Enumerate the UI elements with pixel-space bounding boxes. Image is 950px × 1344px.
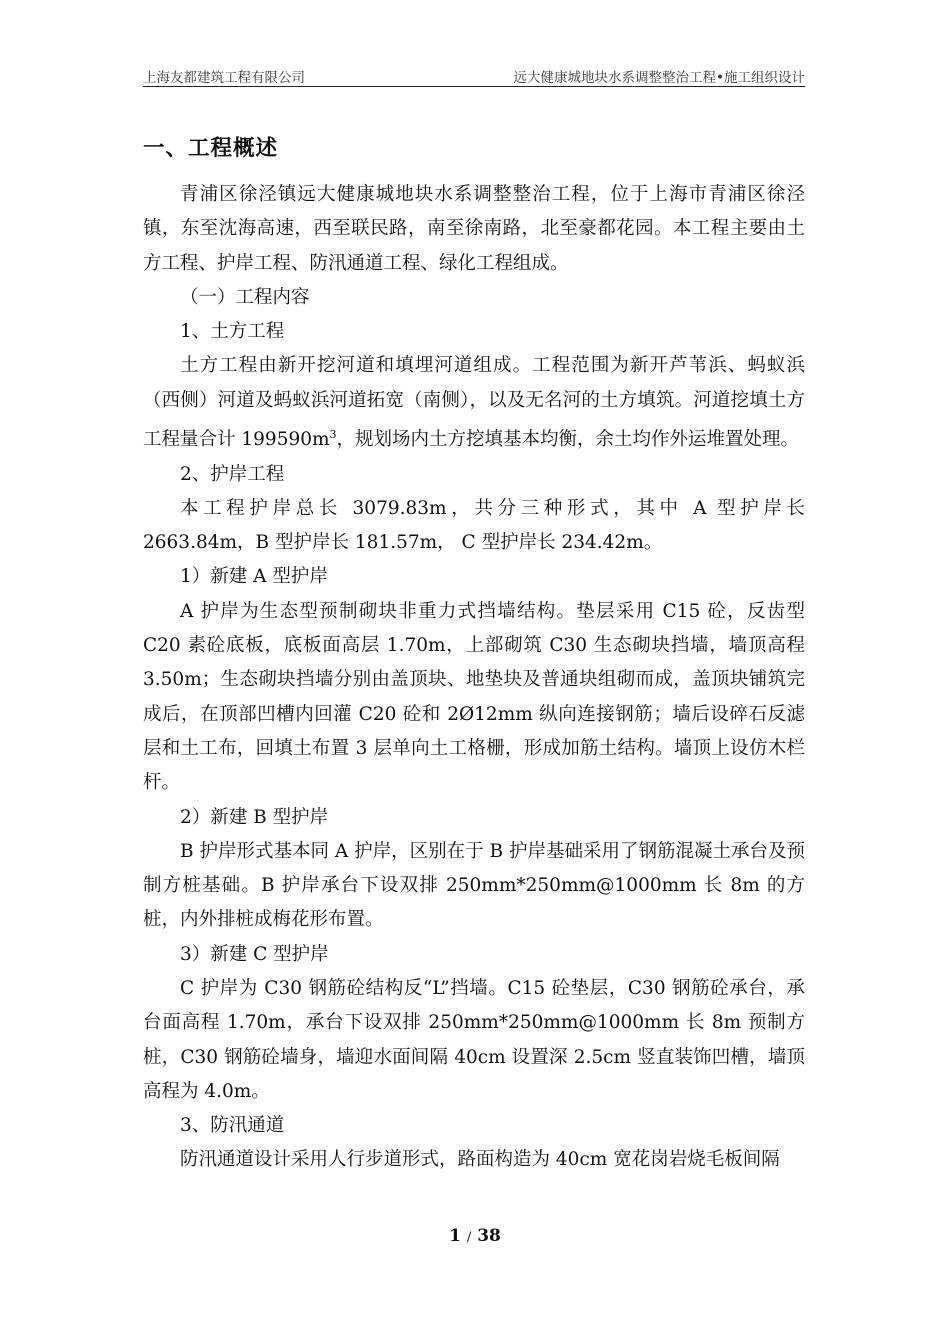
- earthwork-heading: 1、土方工程: [180, 321, 285, 343]
- section-title: 一、工程概述: [143, 136, 279, 161]
- type-c-heading: 3）新建 C 型护岸: [180, 943, 329, 965]
- earthwork-text-a: 土方工程由新开挖河道和填埋河道组成。工程范围为新开芦苇浜、蚂蚁浜（西侧）河道及蚂蚁浜河道拓宽（南侧），以及无名河的土方填筑。河道挖填土方工程量合计 199590m: [143, 355, 805, 451]
- page-total: 38: [477, 1226, 501, 1246]
- earthwork-paragraph: [143, 349, 805, 457]
- revetment-paragraph: 本工程护岸总长 3079.83m，共分三种形式，其中 A 型护岸长 2663.84m，B 型护岸长 181.57m， C 型护岸长 234.42m。: [143, 497, 805, 554]
- page-footer: [0, 1226, 950, 1246]
- revetment-heading: 2、护岸工程: [180, 463, 285, 485]
- type-b-paragraph: B 护岸形式基本同 A 护岸，区别在于 B 护岸基础采用了钢筋混凝土承台及预制方桩基础。B 护岸承台下设双排 250mm*250mm@1000mm 长 8m 的方桩，内外排桩成梅花形布置。: [143, 840, 805, 931]
- header-company: 上海友都建筑工程有限公司: [143, 70, 305, 86]
- intro-paragraph: 青浦区徐泾镇远大健康城地块水系调整整治工程，位于上海市青浦区徐泾镇，东至沈海高速，西至联民路，南至徐南路，北至豪都花园。本工程主要由土方工程、护岸工程、防汛通道工程、绿化工程组成。: [143, 184, 805, 274]
- type-b-heading: 2）新建 B 型护岸: [180, 806, 329, 828]
- type-c-paragraph: C 护岸为 C30 钢筋砼结构反“L”挡墙。C15 砼垫层，C30 钢筋砼承台，承台面高程 1.70m，承台下设双排 250mm*250mm@1000mm 长 8m 预制方桩，C30 钢筋砼墙身，墙迎水面间隔 40cm 设置深 2.5cm 竖直装饰凹槽，墙顶高程为 4.0m。: [143, 977, 805, 1102]
- page-content: [143, 132, 805, 1178]
- flood-road-paragraph: 防汛通道设计采用人行步道形式，路面构造为 40cm 宽花岗岩烧毛板间隔: [180, 1149, 780, 1171]
- type-a-paragraph: A 护岸为生态型预制砌块非重力式挡墙结构。垫层采用 C15 砼，反齿型 C20 素砼底板，底板面高层 1.70m，上部砌筑 C30 生态砌块挡墙，墙顶高程 3.50m；生态砌块挡墙分别由盖顶块、地垫块及普通块组砌而成，盖顶块铺筑完成后，在顶部凹槽内回灌 C20 砼和 2Ø12mm 纵向连接钢筋；墙后设碎石反滤层和土工布，回填土布置 3 层单向土工格栅，形成加筋土结构。墙顶上设仿木栏杆。: [143, 600, 805, 794]
- earthwork-text-b: ，规划场内土方挖填基本均衡，余土均作外运堆置处理。: [336, 429, 800, 451]
- page-number: 1: [449, 1226, 461, 1246]
- earthwork-unit-superscript: 3: [329, 428, 337, 442]
- page-separator: /: [466, 1230, 472, 1245]
- header-doc-title: 远大健康城地块水系调整整治工程•施工组织设计: [513, 70, 805, 86]
- flood-road-heading: 3、防汛通道: [180, 1115, 285, 1137]
- type-a-heading: 1）新建 A 型护岸: [180, 566, 328, 588]
- page-header: [143, 64, 805, 87]
- subsection-heading: （一）工程内容: [180, 286, 310, 308]
